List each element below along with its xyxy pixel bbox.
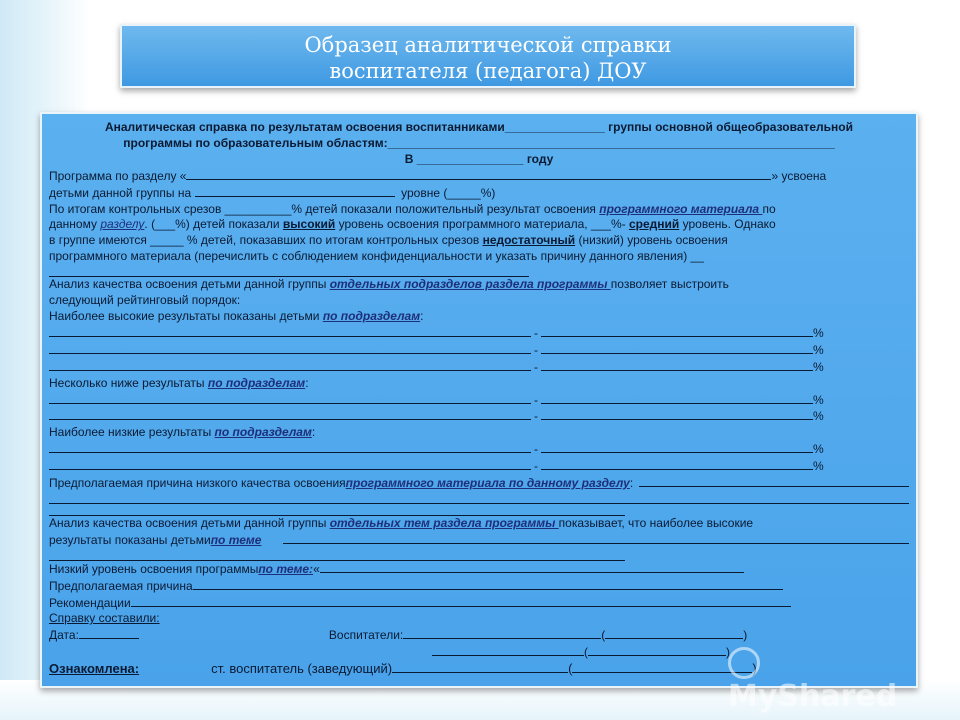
compiled-by-label: Справку составили:: [49, 611, 160, 626]
percent-sign: %: [813, 325, 824, 340]
subsection-blank: [49, 408, 531, 420]
dash: -: [534, 459, 538, 474]
text-run: По итогам контрольных срезов __________% детей показали положительный результат освоения: [49, 201, 600, 216]
slide-title-box: [120, 24, 856, 88]
emphasis-by-subsections: по подразделам: [322, 308, 421, 323]
blank-line: [49, 265, 909, 277]
senior-sign-blank: [572, 661, 752, 673]
emphasis-by-subsections: по подразделам: [207, 375, 306, 390]
text-run: . (___%) детей показали: [144, 217, 283, 232]
emphasis-program-material-section: программного материала по данному разделу: [345, 476, 630, 491]
emphasis-medium: средний: [628, 217, 680, 232]
emphasis-insufficient: недостаточный: [482, 233, 576, 248]
recommendations-line: [49, 595, 909, 612]
low-quality-reason-line: [49, 475, 909, 492]
text-run: Низкий уровень освоения программы: [49, 561, 259, 576]
text-run: Наиболее высокие результаты показаны детьми: [49, 308, 323, 323]
low-level-topic-line: [49, 561, 909, 578]
teachers-label: Воспитатели:: [328, 628, 404, 643]
text-run: Предполагаемая причина низкого качества освоения: [49, 476, 346, 491]
percent-blank: [541, 392, 813, 404]
text-run: показывает, что наиболее высокие: [558, 515, 754, 530]
subsection-blank: [49, 441, 531, 453]
topic-results-line: [49, 532, 909, 549]
text-run: уровень освоения программного материала, ___%-: [335, 217, 629, 232]
mid-results-label: [49, 376, 909, 392]
program-section-line: [49, 168, 909, 185]
text-run: данному: [49, 217, 101, 232]
dash: -: [534, 442, 538, 457]
paren: ): [752, 661, 757, 677]
doc-heading-line1: Аналитическая справка по результатам освоения воспитанниками_______________ группы основной общеобразовательной: [104, 120, 854, 134]
text-run: Несколько ниже результаты: [49, 375, 208, 390]
emphasis-topics: отдельных тем раздела программы: [329, 515, 559, 530]
emphasis-subsections: отдельных подразделов раздела программы: [329, 277, 611, 292]
control-results-paragraph: [49, 202, 909, 266]
level-blank: [195, 185, 395, 197]
topic-blank: [283, 532, 909, 544]
subsection-blank: [49, 342, 531, 354]
emphasis-program-material: программного материала: [599, 201, 763, 216]
text-run: в группе имеются _____ % детей, показавших по итогам контрольных срезов: [49, 233, 483, 248]
date-teachers-line: [49, 627, 909, 644]
text-run: программного материала (перечислить с соблюдением конфиденциальности и указать причину данного явления) __: [49, 249, 704, 264]
text-run: «: [313, 561, 320, 576]
second-teacher-line: [49, 644, 909, 661]
teacher-sign-blank: [605, 627, 743, 639]
subsections-analysis-paragraph: [49, 277, 909, 309]
slide-title-line1: Образец аналитической справки: [304, 33, 672, 57]
level-percent-label: уровне (_____%): [401, 185, 496, 200]
doc-heading-year: В ________________ году: [404, 151, 554, 166]
paren: (: [584, 645, 588, 660]
subsection-blank: [49, 359, 531, 371]
percent-sign: %: [813, 459, 824, 474]
emphasis-high: высокий: [282, 217, 336, 232]
doc-heading-line2: программы по образовательным областям:___________________________________________________________________: [123, 135, 835, 150]
text-run: :: [420, 308, 424, 323]
text-run: Предполагаемая причина: [49, 578, 193, 593]
dash: -: [534, 409, 538, 424]
emphasis-section: разделу: [100, 217, 145, 232]
text-run: Рекомендации: [49, 595, 131, 610]
slide-title-line2: воспитателя (педагога) ДОУ: [329, 59, 647, 83]
text-run: позволяет выстроить: [610, 277, 729, 292]
subsection-blank: [49, 392, 531, 404]
percent-sign: %: [813, 359, 824, 374]
subsection-blank: [49, 325, 531, 337]
blank-line: [49, 492, 909, 504]
percent-blank: [541, 458, 813, 470]
text-run: уровень. Однако: [679, 217, 776, 232]
emphasis-by-topic: по теме: [210, 532, 262, 547]
percent-blank: [541, 441, 813, 453]
paren: ): [743, 628, 748, 643]
level-line: [49, 185, 909, 202]
emphasis-by-subsections: по подразделам: [214, 425, 312, 440]
dash: -: [534, 342, 538, 357]
document-content-box: [40, 112, 918, 688]
percent-sign: %: [813, 442, 824, 457]
reason-blank: [639, 475, 909, 487]
percent-sign: %: [813, 392, 824, 407]
section-name-blank: [186, 168, 771, 180]
text-run: :: [311, 425, 316, 440]
emphasis-by-topic: по теме:: [258, 561, 314, 576]
topics-analysis-line: [49, 516, 909, 532]
blank-line: [49, 504, 909, 516]
text-run: :: [305, 375, 309, 390]
teacher-name-blank: [403, 627, 601, 639]
rating-row: [49, 325, 909, 342]
rating-row: [49, 392, 909, 409]
senior-teacher-label: ст. воспитатель (заведующий): [211, 661, 393, 677]
rating-row: [49, 342, 909, 359]
percent-sign: %: [813, 409, 824, 424]
rating-row: [49, 408, 909, 425]
teacher2-sign-blank: [588, 644, 726, 656]
program-section-label: Программа по разделу «: [49, 168, 187, 183]
rating-row: [49, 458, 909, 475]
percent-sign: %: [813, 342, 824, 357]
text-run: по: [762, 201, 776, 216]
date-label: Дата:: [49, 628, 79, 643]
text-run: Анализ качества освоения детьми данной группы: [49, 277, 330, 292]
date-blank: [79, 627, 139, 639]
reason-blank: [49, 265, 529, 277]
text-run: :: [629, 476, 634, 491]
text-run: Анализ качества освоения детьми данной группы: [49, 515, 330, 530]
probable-reason-blank: [193, 578, 783, 590]
topic-name-blank: [320, 561, 744, 573]
rating-row: [49, 359, 909, 376]
low-results-label: [49, 425, 909, 441]
percent-blank: [541, 342, 813, 354]
high-results-label: [49, 309, 909, 325]
recommendations-blank: [131, 595, 791, 607]
paren: ): [726, 645, 730, 660]
percent-blank: [541, 359, 813, 371]
dash: -: [534, 359, 538, 374]
rating-row: [49, 441, 909, 458]
text-run: (низкий) уровень освоения: [575, 233, 728, 248]
dash: -: [534, 325, 538, 340]
acknowledged-line: [49, 661, 909, 677]
teacher2-name-blank: [432, 644, 584, 656]
subsection-blank: [49, 458, 531, 470]
topic-blank-short: [49, 549, 625, 561]
assimilated-label: » усвоена: [771, 168, 827, 183]
dash: -: [534, 392, 538, 407]
percent-blank: [541, 325, 813, 337]
reason-blank-short: [49, 504, 625, 516]
acknowledged-label: Ознакомлена:: [49, 661, 140, 677]
blank-line: [49, 549, 909, 561]
text-run: следующий рейтинговый порядок:: [49, 293, 241, 308]
paren: (: [601, 628, 606, 643]
children-level-label: детьми данной группы на: [49, 185, 192, 200]
text-run: Наиболее низкие результаты: [49, 425, 215, 440]
watermark-text: MyShared: [728, 679, 898, 714]
reason-blank-full: [49, 492, 909, 504]
probable-reason-line: [49, 578, 909, 595]
text-run: результаты показаны детьми: [49, 532, 211, 547]
senior-name-blank: [392, 661, 568, 673]
paren: (: [568, 661, 573, 677]
percent-blank: [541, 408, 813, 420]
